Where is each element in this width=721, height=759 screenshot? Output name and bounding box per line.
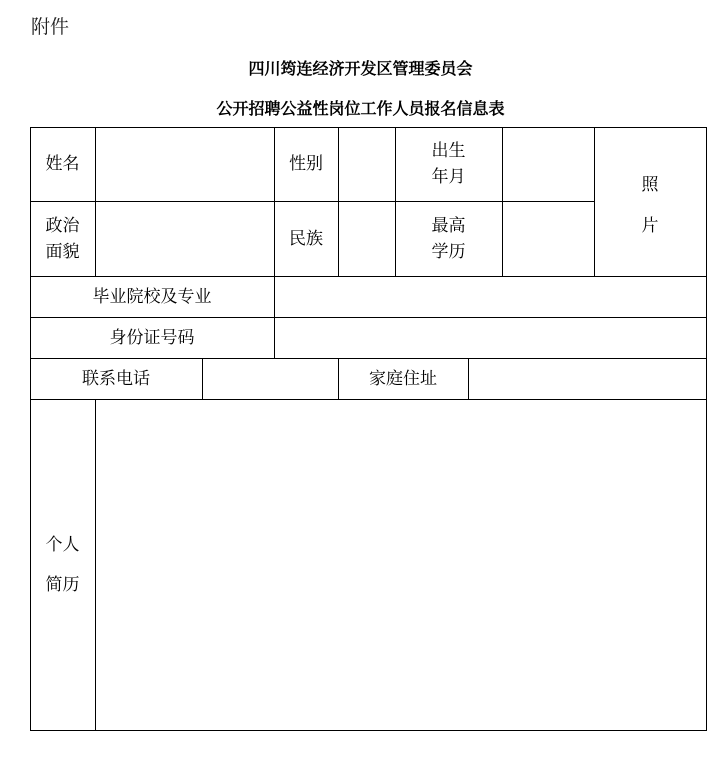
political-status-label bbox=[30, 201, 95, 276]
phone-field[interactable] bbox=[202, 358, 338, 399]
address-label: 家庭住址 bbox=[369, 368, 437, 389]
political-label-line2: 面貌 bbox=[45, 241, 80, 262]
name-label: 姓名 bbox=[45, 154, 80, 174]
address-field[interactable] bbox=[468, 358, 706, 399]
gender-field[interactable] bbox=[338, 127, 395, 201]
school-major-label: 毕业院校及专业 bbox=[92, 286, 212, 307]
id-number-field[interactable] bbox=[274, 317, 706, 358]
phone-label: 联系电话 bbox=[82, 368, 150, 389]
photo-label-char2: 片 bbox=[641, 216, 659, 236]
photo-area[interactable] bbox=[594, 127, 706, 276]
resume-label-line1: 个人 bbox=[45, 534, 80, 555]
ethnicity-field[interactable] bbox=[338, 201, 395, 276]
education-label-line2: 学历 bbox=[431, 241, 466, 262]
birth-date-field[interactable] bbox=[502, 127, 594, 201]
political-status-field[interactable] bbox=[95, 201, 274, 276]
birth-label-line1: 出生 bbox=[431, 141, 466, 161]
education-label bbox=[395, 201, 502, 276]
form-title: 公开招聘公益性岗位工作人员报名信息表 bbox=[216, 99, 505, 118]
ethnicity-label: 民族 bbox=[289, 228, 323, 249]
birth-label-line2: 年月 bbox=[431, 167, 466, 187]
school-major-field[interactable] bbox=[274, 276, 706, 317]
table-border-right bbox=[706, 127, 707, 730]
education-field[interactable] bbox=[502, 201, 594, 276]
gender-label: 性别 bbox=[289, 154, 323, 174]
table-border-bottom bbox=[30, 730, 707, 731]
education-label-line1: 最高 bbox=[431, 215, 466, 236]
resume-label bbox=[30, 399, 95, 730]
photo-label-char1: 照 bbox=[641, 175, 659, 195]
name-field[interactable] bbox=[95, 127, 274, 201]
resume-field[interactable] bbox=[95, 399, 706, 730]
resume-label-line2: 简历 bbox=[45, 574, 80, 595]
form-title-organization: 四川筠连经济开发区管理委员会 bbox=[248, 59, 473, 78]
birth-date-label bbox=[395, 127, 502, 201]
annex-label: 附件 bbox=[31, 16, 70, 38]
political-label-line1: 政治 bbox=[45, 215, 80, 236]
id-number-label: 身份证号码 bbox=[109, 327, 195, 348]
